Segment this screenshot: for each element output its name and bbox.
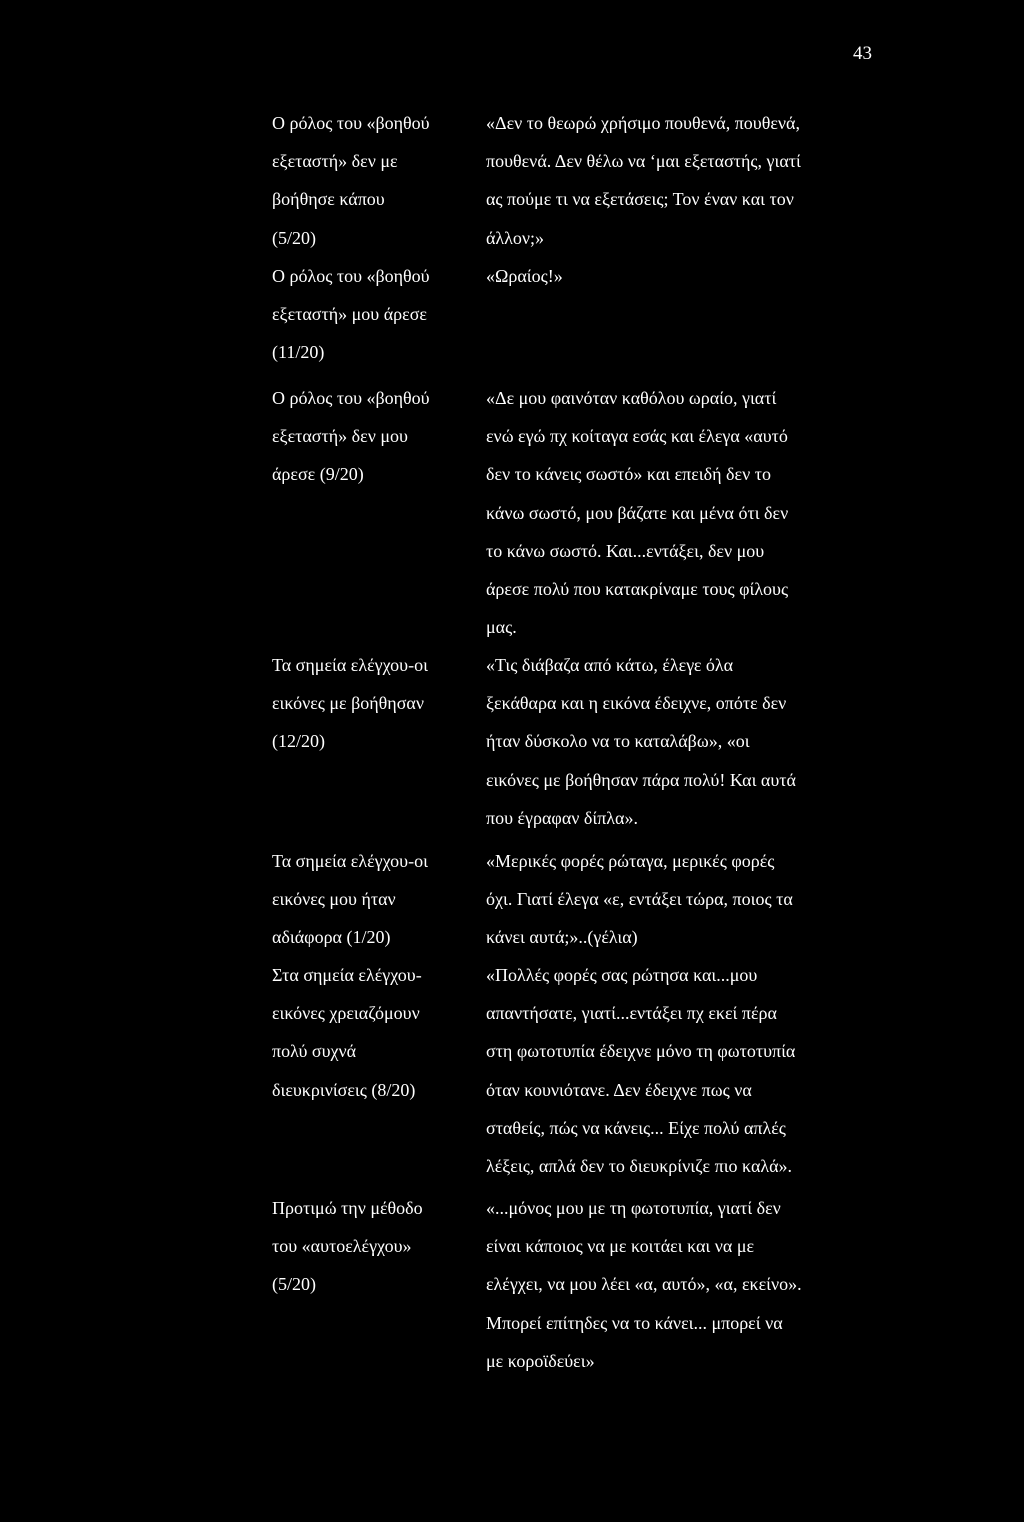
category-cell: Ο ρόλος του «βοηθού εξεταστή» μου άρεσε (11/20)	[272, 266, 430, 363]
category-cell: Τα σημεία ελέγχου-οι εικόνες μου ήταν αδιάφορα (1/20)	[272, 851, 428, 948]
quote-cell: «Ωραίος!»	[486, 266, 563, 286]
quote-cell: «Δε μου φαινόταν καθόλου ωραίο, γιατί ενώ εγώ πχ κοίταγα εσάς και έλεγα «αυτό δεν το κάνεις σωστό» και επειδή δεν το κάνω σωστό, μου βάζατε και μένα ότι δεν το κάνω σωστό. Και...εντάξει, δεν μου άρεσε πολύ που κατακρίναμε τους φίλους μας.	[486, 388, 789, 638]
quote-cell: «Πολλές φορές σας ρώτησα και...μου απαντήσατε, γιατί...εντάξει πχ εκεί πέρα στη φωτοτυπία έδειχνε μόνο τη φωτοτυπία όταν κουνιότανε. Δεν έδειχνε πως να σταθείς, πώς να κάνεις... Είχε πολύ απλές λέξεις, απλά δεν το διευκρίνιζε πιο καλά».	[486, 965, 796, 1177]
category-cell: Ο ρόλος του «βοηθού εξεταστή» δεν με βοήθησε κάπου (5/20)	[272, 113, 430, 248]
category-cell: Προτιμώ την μέθοδο του «αυτοελέγχου» (5/20)	[272, 1198, 423, 1295]
category-cell: Ο ρόλος του «βοηθού εξεταστή» δεν μου άρεσε (9/20)	[272, 388, 430, 485]
quote-cell: «...μόνος μου με τη φωτοτυπία, γιατί δεν είναι κάποιος να με κοιτάει και να με ελέγχει, να μου λέει «α, αυτό», «α, εκείνο». Μπορεί επίτηδες να το κάνει... μπορεί να με κοροϊδεύει»	[486, 1198, 802, 1371]
quote-cell: «Μερικές φορές ρώταγα, μερικές φορές όχι. Γιατί έλεγα «ε, εντάξει τώρα, ποιος τα κάνει αυτά;»..(γέλια)	[486, 851, 793, 948]
category-cell: Στα σημεία ελέγχου- εικόνες χρειαζόμουν πολύ συχνά διευκρινίσεις (8/20)	[272, 965, 422, 1100]
page-number: 43	[853, 43, 872, 64]
category-cell: Τα σημεία ελέγχου-οι εικόνες με βοήθησαν (12/20)	[272, 655, 428, 752]
quote-cell: «Δεν το θεωρώ χρήσιμο πουθενά, πουθενά, πουθενά. Δεν θέλω να ‘μαι εξεταστής, γιατί ας πούμε τι να εξετάσεις; Τον έναν και τον άλλον;»	[486, 113, 801, 248]
quote-cell: «Τις διάβαζα από κάτω, έλεγε όλα ξεκάθαρα και η εικόνα έδειχνε, οπότε δεν ήταν δύσκολο να το καταλάβω», «οι εικόνες με βοήθησαν πάρα πολύ! Και αυτά που έγραφαν δίπλα».	[486, 655, 796, 828]
